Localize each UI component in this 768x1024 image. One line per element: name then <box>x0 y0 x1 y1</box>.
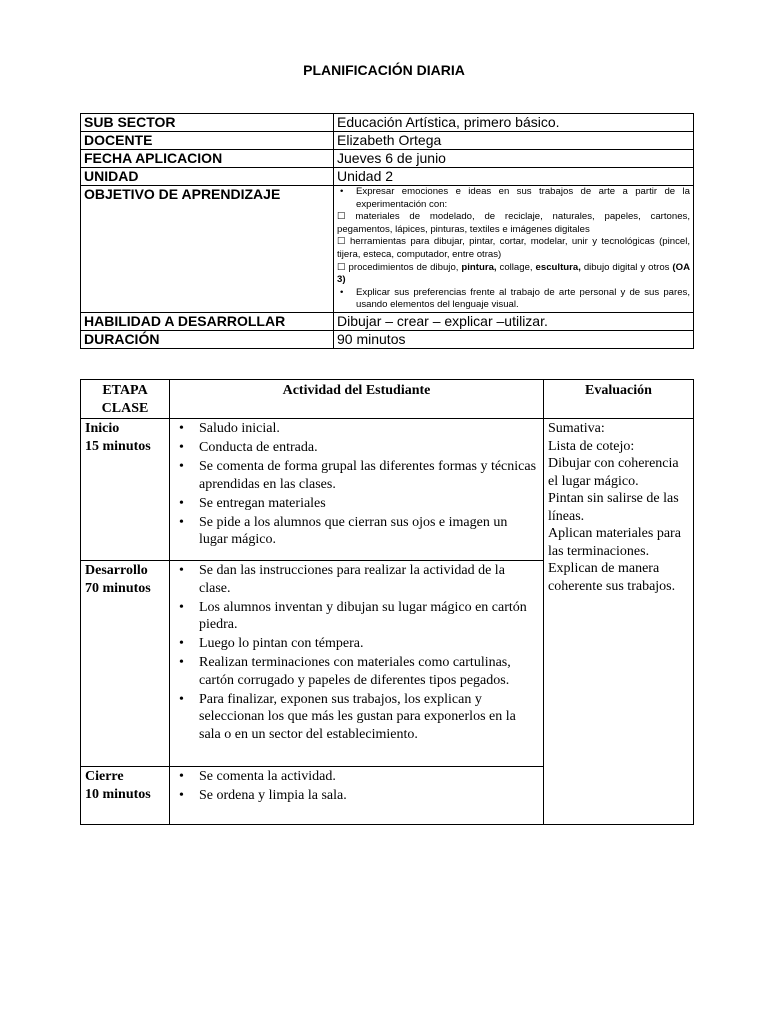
docente-value: Elizabeth Ortega <box>334 132 694 150</box>
header-actividad: Actividad del Estudiante <box>170 380 544 419</box>
header-evaluacion: Evaluación <box>544 380 694 419</box>
evaluation-line: Sumativa: <box>548 421 605 436</box>
stage-duration: 70 minutos <box>85 580 151 596</box>
fecha-value: Jueves 6 de junio <box>334 150 694 168</box>
activities-list <box>174 768 539 805</box>
objetivo-cell <box>334 186 694 313</box>
unidad-label: UNIDAD <box>81 168 334 186</box>
activities-cell-desarrollo <box>170 561 544 767</box>
duracion-label: DURACIÓN <box>81 330 334 348</box>
activity-item: • Se pide a los alumnos que cierran sus ojos e imagen un lugar mágico. <box>174 514 539 549</box>
objetivo-subitem: ☐ materiales de modelado, de reciclaje, naturales, papeles, cartones, pegamentos, lápices, pinturas, textiles e imágenes digitales <box>337 211 690 235</box>
activity-item: • Se ordena y limpia la sala. <box>174 787 539 805</box>
document-title: PLANIFICACIÓN DIARIA <box>303 62 465 78</box>
stage-name: Cierre <box>85 769 124 784</box>
habilidad-label: HABILIDAD A DESARROLLAR <box>81 312 334 330</box>
sub-sector-value: Educación Artística, primero básico. <box>334 114 694 132</box>
objetivo-list <box>337 186 690 312</box>
unidad-value: Unidad 2 <box>334 168 694 186</box>
stage-cell-cierre <box>81 767 170 825</box>
activities-list <box>174 420 539 549</box>
objetivo-subitem: ☐ herramientas para dibujar, pintar, cortar, modelar, unir y tecnológicas (pincel, tijera, esteca, computador, entre otras) <box>337 236 690 260</box>
habilidad-value: Dibujar – crear – explicar –utilizar. <box>334 312 694 330</box>
activities-cell-cierre <box>170 767 544 825</box>
evaluation-line: Aplican materiales para las terminaciones. <box>548 526 681 559</box>
stage-cell-inicio <box>81 419 170 561</box>
activity-item: • Luego lo pintan con témpera. <box>174 635 539 653</box>
objetivo-item: • Expresar emociones e ideas en sus trabajos de arte a partir de la experimentación con: <box>337 186 690 211</box>
activity-item: • Para finalizar, exponen sus trabajos, los explican y seleccionan los que más les gustan para exponerlos en la sala o en un sector del establecimiento. <box>174 691 539 744</box>
activity-item: • Conducta de entrada. <box>174 439 539 457</box>
objetivo-item: • Explicar sus preferencias frente al trabajo de arte personal y de sus pares, usando elementos del lenguaje visual. <box>337 287 690 312</box>
info-table <box>80 113 694 349</box>
activity-item: • Los alumnos inventan y dibujan su lugar mágico en cartón piedra. <box>174 599 539 634</box>
activity-item: • Se entregan materiales <box>174 495 539 513</box>
evaluation-line: Lista de cotejo: <box>548 438 635 454</box>
evaluation-line: Explican de manera coherente sus trabajos. <box>548 561 676 594</box>
evaluation-cell <box>544 419 694 825</box>
lesson-table <box>80 379 694 825</box>
header-etapa: ETAPA CLASE <box>81 380 170 419</box>
activity-item: • Saludo inicial. <box>174 420 539 438</box>
objetivo-bold-text: escultura, <box>535 261 581 273</box>
objetivo-subitem <box>337 262 690 287</box>
activities-list <box>174 562 539 743</box>
stage-name: Inicio <box>85 421 120 436</box>
activity-item: • Realizan terminaciones con materiales como cartulinas, cartón corrugado y papeles de diferentes tipos pegados. <box>174 654 539 689</box>
stage-duration: 10 minutos <box>85 786 151 802</box>
docente-label: DOCENTE <box>81 132 334 150</box>
activity-item: • Se comenta la actividad. <box>174 768 539 786</box>
duracion-value: 90 minutos <box>334 330 694 348</box>
stage-duration: 15 minutos <box>85 438 151 454</box>
objetivo-text: collage, <box>496 261 536 273</box>
objetivo-text: dibujo digital y otros <box>580 261 673 273</box>
objetivo-bold-text: pintura, <box>461 261 497 273</box>
activity-item: • Se comenta de forma grupal las diferentes formas y técnicas aprendidas en las clases. <box>174 458 539 493</box>
activities-cell-inicio <box>170 419 544 561</box>
stage-cell-desarrollo <box>81 561 170 767</box>
objetivo-code: (OA 3) <box>337 261 690 286</box>
objetivo-text: ☐ procedimientos de dibujo, <box>337 261 462 273</box>
evaluation-line: Pintan sin salirse de las líneas. <box>548 491 679 524</box>
activity-item: • Se dan las instrucciones para realizar la actividad de la clase. <box>174 562 539 597</box>
stage-name: Desarrollo <box>85 563 148 578</box>
objetivo-label: OBJETIVO DE APRENDIZAJE <box>81 186 334 313</box>
sub-sector-label: SUB SECTOR <box>81 114 334 132</box>
fecha-label: FECHA APLICACION <box>81 150 334 168</box>
evaluation-line: Dibujar con coherencia el lugar mágico. <box>548 456 679 489</box>
